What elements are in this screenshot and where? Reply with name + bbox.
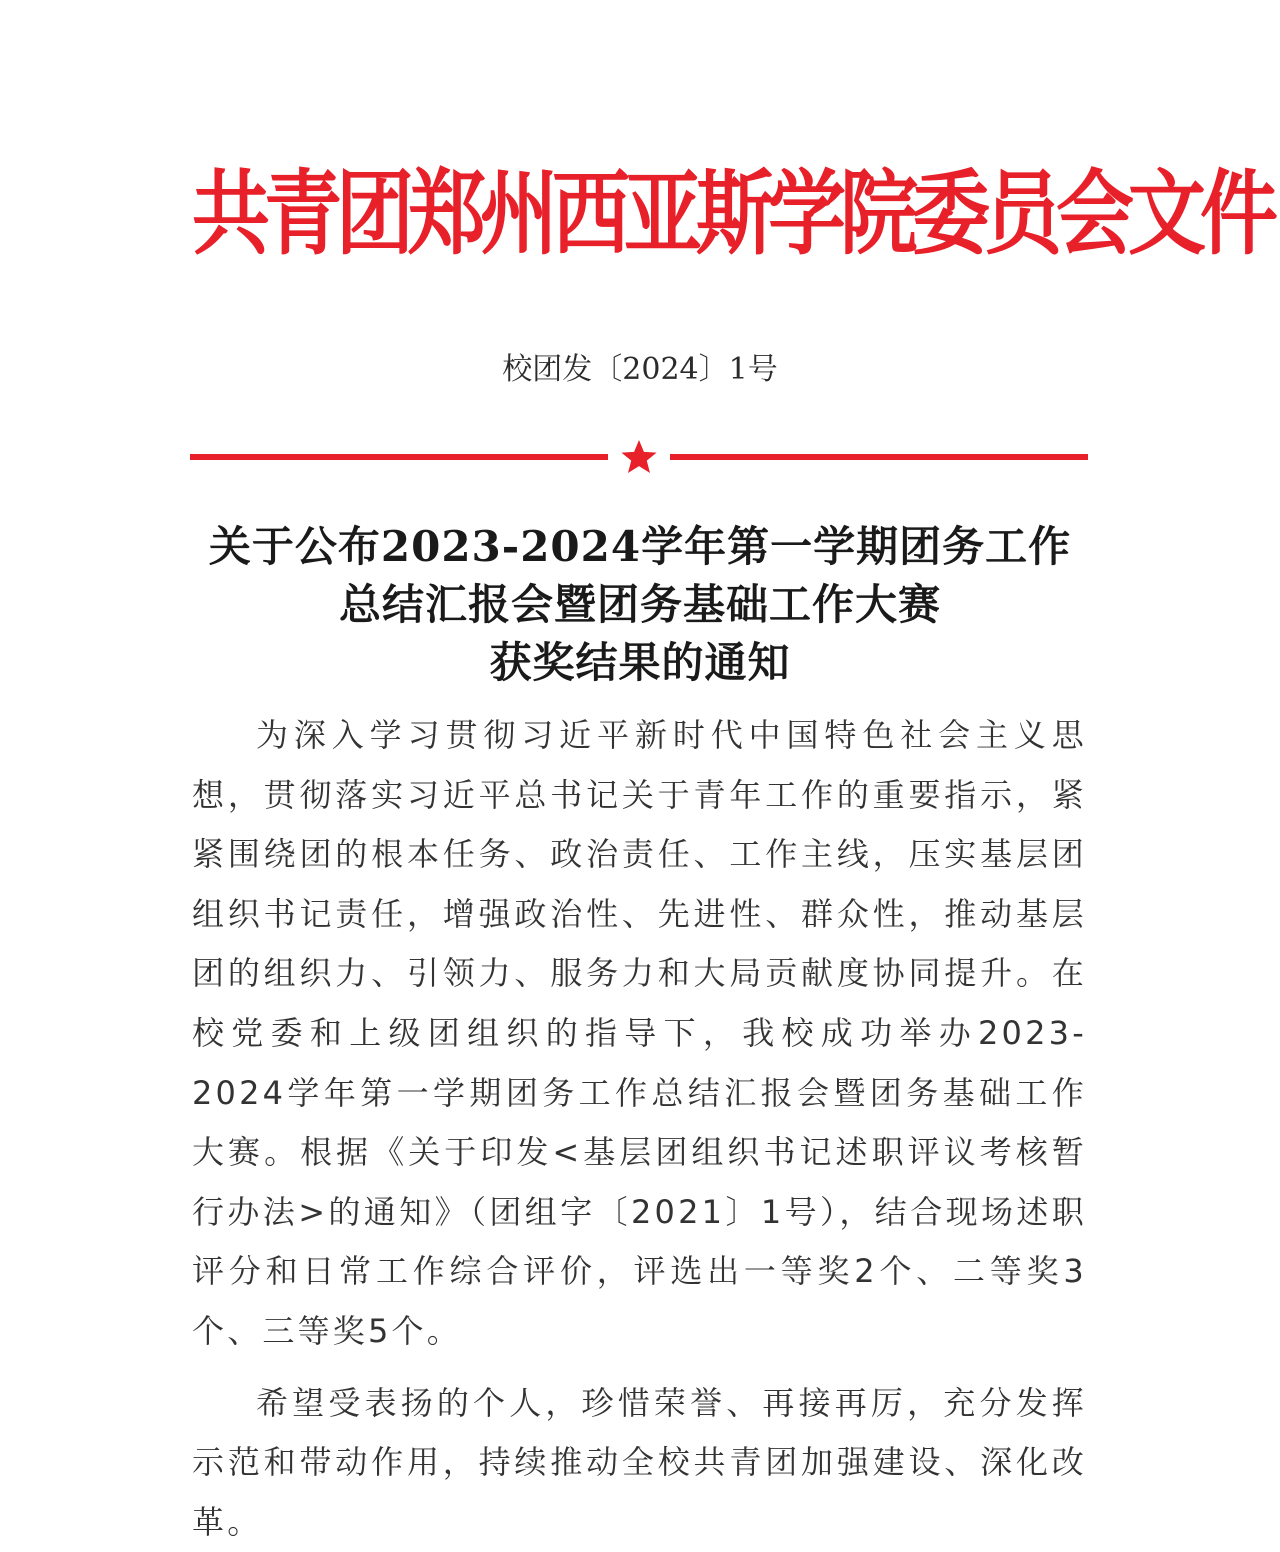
notice-title — [180, 518, 1100, 692]
divider-line-left — [190, 454, 608, 460]
header-divider — [190, 432, 1088, 480]
document-number: 校团发〔2024〕1号 — [502, 352, 778, 387]
notice-body — [192, 706, 1087, 1552]
notice-title-line-2: 总结汇报会暨团务基础工作大赛 — [338, 580, 941, 629]
notice-title-line-3: 获奖结果的通知 — [489, 638, 791, 687]
body-paragraph-2: 希望受表扬的个人，珍惜荣誉、再接再厉，充分发挥示范和带动作用，持续推动全校共青团加强建设、深化改革。 — [192, 1383, 1087, 1541]
star-icon — [621, 440, 656, 473]
divider-line-right — [670, 454, 1088, 460]
document-header-title: 共青团郑州西亚斯学院委员会文件 — [192, 161, 1273, 269]
notice-title-line-1: 关于公布2023-2024学年第一学期团务工作 — [208, 522, 1072, 571]
body-paragraph-1: 为深入学习贯彻习近平新时代中国特色社会主义思想，贯彻落实习近平总书记关于青年工作的重要指示，紧紧围绕团的根本任务、政治责任、工作主线，压实基层团组织书记责任，增强政治性、先进性、群众性，推动基层团的组织力、引领力、服务力和大局贡献度协同提升。在校党委和上级团组织的指导下，我校成功举办2023-2024学年第一学期团务工作总结汇报会暨团务基础工作大赛。根据《关于印发<基层团组织书记述职评议考核暂行办法>的通知》（团组字〔2021〕1号），结合现场述职评分和日常工作综合评价，评选出一等奖2个、二等奖3个、三等奖5个。 — [192, 716, 1087, 1350]
